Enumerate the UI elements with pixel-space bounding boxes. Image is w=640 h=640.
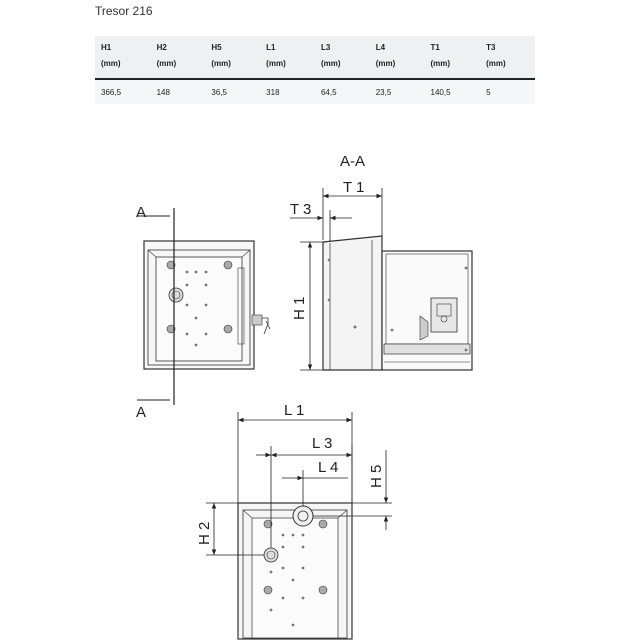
cell-h1: 366,5 xyxy=(101,87,122,97)
dim-l4-label: L 4 xyxy=(318,459,339,476)
bottom-view xyxy=(238,503,352,639)
col-t3: T3 (mm) xyxy=(486,43,506,68)
front-view xyxy=(137,208,270,405)
dim-t3-label: T 3 xyxy=(290,201,312,218)
section-view xyxy=(323,236,472,370)
dim-h1-label: H 1 xyxy=(291,296,308,320)
col-h1: H1 (mm) xyxy=(101,43,121,68)
cell-l1: 318 xyxy=(266,87,280,97)
col-t1: T1 (mm) xyxy=(430,43,451,68)
section-mark-bottom: A xyxy=(136,404,147,421)
col-h5: H5 (mm) xyxy=(211,43,231,68)
section-mark-top: A xyxy=(136,204,147,221)
cell-l3: 64,5 xyxy=(320,87,337,97)
dim-l3-label: L 3 xyxy=(312,435,333,452)
dim-l1-label: L 1 xyxy=(284,402,305,419)
cell-h5: 36,5 xyxy=(211,87,227,97)
cell-h2: 148 xyxy=(156,87,170,97)
col-l4: L4 (mm) xyxy=(375,43,396,68)
section-label: A-A xyxy=(340,153,366,170)
dim-t1-label: T 1 xyxy=(343,179,365,196)
dim-l1 xyxy=(238,412,352,503)
cell-t1: 140,5 xyxy=(430,87,451,97)
col-l1: L1 (mm) xyxy=(266,43,286,68)
col-h2: H2 (mm) xyxy=(156,43,177,68)
dim-h2-label: H 2 xyxy=(196,521,213,545)
dim-h5-label: H 5 xyxy=(368,464,385,488)
product-title: Tresor 216 xyxy=(95,4,153,18)
cell-t3: 5 xyxy=(486,87,491,97)
col-l3: L3 (mm) xyxy=(320,43,341,68)
cell-l4: 23,5 xyxy=(375,87,392,97)
